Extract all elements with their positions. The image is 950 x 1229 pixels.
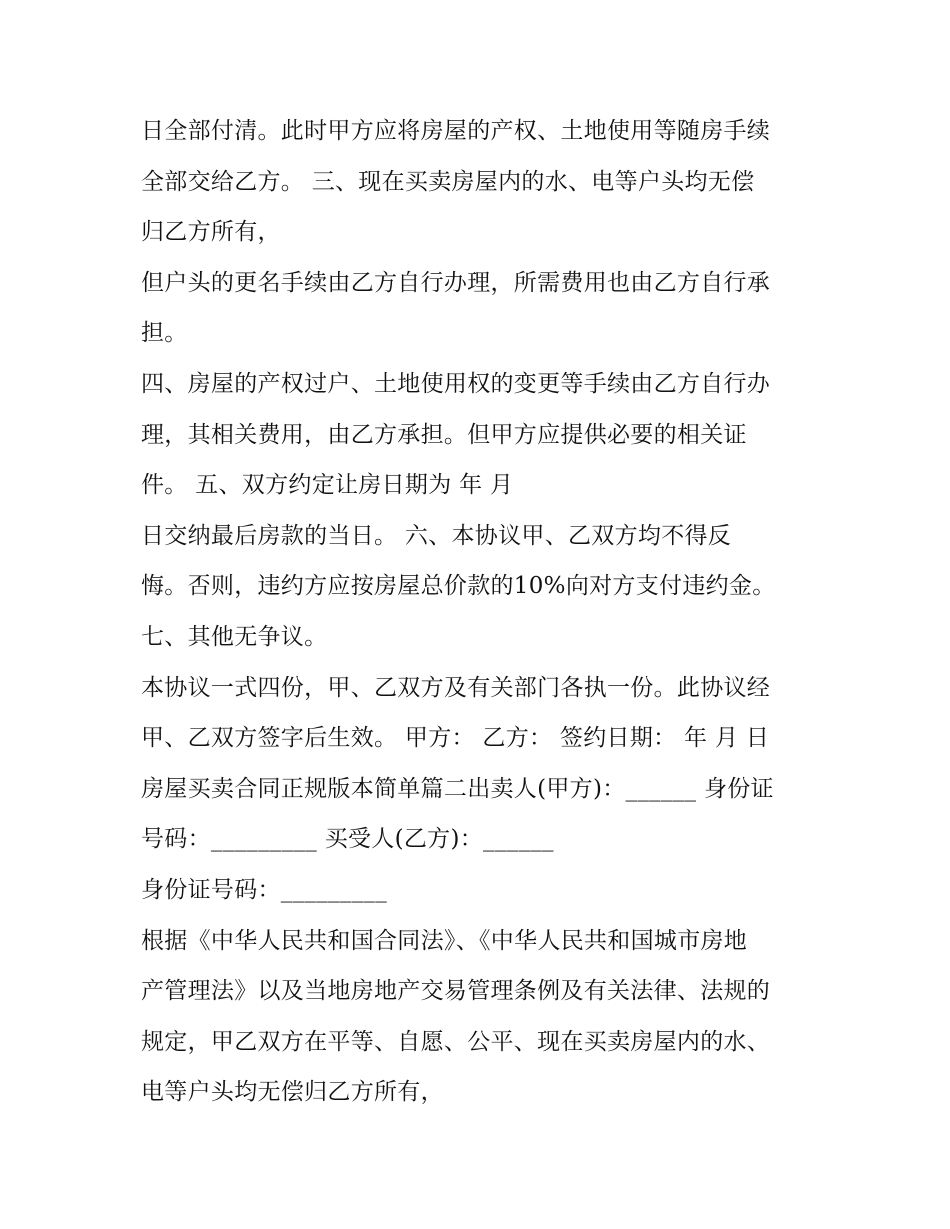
text-line-14: 房屋买卖合同正规版本简单篇二出卖人(甲方)：______ 身份证 [141,775,774,802]
text-line-5: 担。 [141,320,188,347]
text-line-8: 件。 五、双方约定让房日期为 年 月 [141,472,514,499]
text-line-3: 归乙方所有， [141,219,281,246]
text-line-7: 理，其相关费用，由乙方承担。但甲方应提供必要的相关证 [141,421,747,448]
text-line-9: 日交纳最后房款的当日。 六、本协议甲、乙双方均不得反 [141,522,732,549]
contract-text [141,106,821,1118]
text-line-20: 电等户头均无偿归乙方所有， [141,1079,444,1106]
text-line-10: 悔。否则，违约方应按房屋总价款的10%向对方支付违约金。 [141,573,776,600]
text-line-6: 四、房屋的产权过户、土地使用权的变更等手续由乙方自行办 [141,370,771,397]
text-line-12: 本协议一式四份，甲、乙双方及有关部门各执一份。此协议经 [141,674,771,701]
text-line-2: 全部交给乙方。 三、现在买卖房屋内的水、电等户头均无偿 [141,168,755,195]
text-line-17: 根据《中华人民共和国合同法》、《中华人民共和国城市房地 [141,927,748,954]
text-line-4: 但户头的更名手续由乙方自行办理，所需费用也由乙方自行承 [141,269,771,296]
text-line-13: 甲、乙双方签字后生效。 甲方： 乙方： 签约日期： 年 月 日 [141,725,770,752]
text-line-1: 日全部付清。此时甲方应将房屋的产权、土地使用等随房手续 [141,118,771,144]
text-line-15: 号码：_________ 买受人(乙方)：______ [141,826,554,853]
text-line-11: 七、其他无争议。 [141,623,328,650]
text-line-19: 规定，甲乙双方在平等、自愿、公平、现在买卖房屋内的水、 [141,1028,771,1055]
text-line-18: 产管理法》以及当地房地产交易管理条例及有关法律、法规的 [141,978,771,1005]
text-line-16: 身份证号码：_________ [141,876,387,903]
